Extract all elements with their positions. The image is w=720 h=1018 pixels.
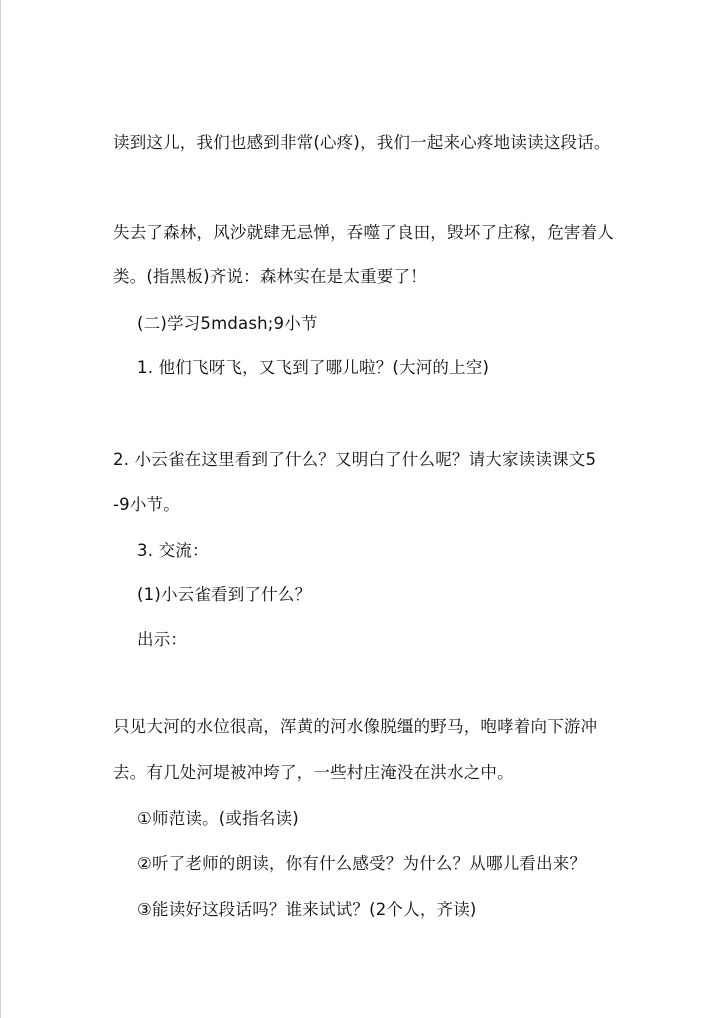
quoted-passage-line: 只见大河的水位很高，浑黄的河水像脱缰的野马，咆哮着向下游冲 (113, 717, 598, 736)
paragraph-line: 失去了森林，风沙就肆无忌惮，吞噬了良田，毁坏了庄稼，危害着人 (113, 223, 614, 242)
paragraph-line: 读到这儿，我们也感到非常(心疼)，我们一起来心疼地读读这段话。 (113, 133, 611, 152)
list-item: ①师范读。(或指名读) (137, 809, 299, 828)
label-line: 出示： (137, 630, 188, 649)
section-heading: (二)学习5mdash;9小节 (137, 314, 318, 333)
question-line: 1. 他们飞呀飞，又飞到了哪儿啦？(大河的上空) (137, 358, 490, 377)
paragraph-line: 类。(指黑板)齐说：森林实在是太重要了！ (113, 267, 427, 286)
quoted-passage-line: 去。有几处河堤被冲垮了，一些村庄淹没在洪水之中。 (113, 763, 514, 782)
step-line: 3. 交流： (137, 541, 209, 560)
question-line: (1)小云雀看到了什么？ (137, 585, 312, 604)
list-item: ③能读好这段话吗？谁来试试？(2个人，齐读) (137, 900, 477, 919)
question-line: 2. 小云雀在这里看到了什么？又明白了什么呢？请大家读读课文5 (113, 450, 597, 469)
list-item: ②听了老师的朗读，你有什么感受？为什么？从哪儿看出来？ (137, 854, 587, 873)
paragraph-line: -9小节。 (113, 495, 180, 514)
